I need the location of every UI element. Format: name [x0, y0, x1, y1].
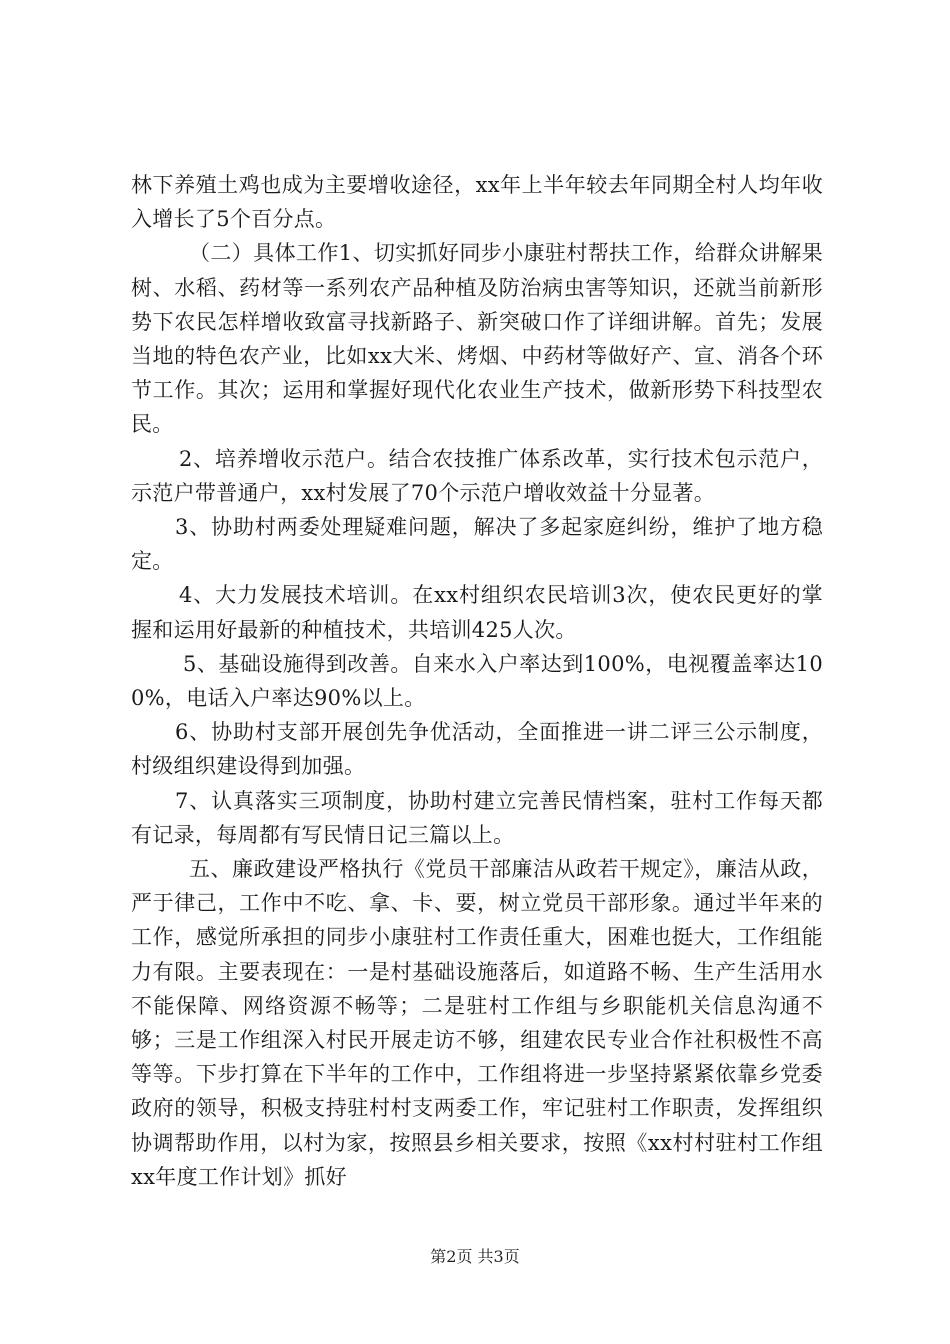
paragraph-6: 5、基础设施得到改善。自来水入户率达到100%，电视覆盖率达100%，电话入户率达90%以上。	[131, 651, 823, 711]
paragraph-7: 6、协助村支部开展创先争优活动，全面推进一讲二评三公示制度，村级组织建设得到加强。	[131, 720, 823, 779]
paragraph-8: 7、认真落实三项制度，协助村建立完善民情档案，驻村工作每天都有记录，每周都有写民情日记三篇以上。	[131, 788, 823, 847]
paragraph-9: 五、廉政建设严格执行《党员干部廉洁从政若干规定》，廉洁从政，严于律己，工作中不吃、拿、卡、要，树立党员干部形象。通过半年来的工作，感觉所承担的同步小康驻村工作责任重大，困难也挺大，工作组能力有限。主要表现在：一是村基础设施落后，如道路不畅、生产生活用水不能保障、网络资源不畅等；二是驻村工作组与乡职能机关信息沟通不够；三是工作组深入村民开展走访不够，组建农民专业合作社积极性不高等等。下步打算在下半年的工作中，工作组将进一步坚持紧紧依靠乡党委政府的领导，积极支持驻村村支两委工作，牢记驻村工作职责，发挥组织协调帮助作用，以村为家，按照县乡相关要求，按照《xx村村驻村工作组xx年度工作计划》抓好	[131, 857, 823, 1189]
paragraph-4: 3、协助村两委处理疑难问题，解决了多起家庭纠纷，维护了地方稳定。	[131, 515, 823, 574]
paragraph-5: 4、大力发展技术培训。在xx村组织农民培训3次，使农民更好的掌握和运用好最新的种植技术，共培训425人次。	[131, 583, 823, 642]
paragraph-3: 2、培养增收示范户。结合农技推广体系改革，实行技术包示范户，示范户带普通户，xx村发展了70个示范户增收效益十分显著。	[131, 446, 823, 505]
paragraph-2: （二）具体工作1、切实抓好同步小康驻村帮扶工作，给群众讲解果树、水稻、药材等一系列农产品种植及防治病虫害等知识，还就当前新形势下农民怎样增收致富寻找新路子、新突破口作了详细讲解。首先；发展当地的特色农产业，比如xx大米、烤烟、中药材等做好产、宣、消各个环节工作。其次；运用和掌握好现代化农业生产技术，做新形势下科技型农民。	[131, 241, 823, 437]
paragraph-1: 林下养殖土鸡也成为主要增收途径，xx年上半年较去年同期全村人均年收入增长了5个百分点。	[131, 173, 823, 232]
page-number-footer: 第2页 共3页	[430, 1247, 520, 1266]
document-body	[131, 168, 823, 1194]
